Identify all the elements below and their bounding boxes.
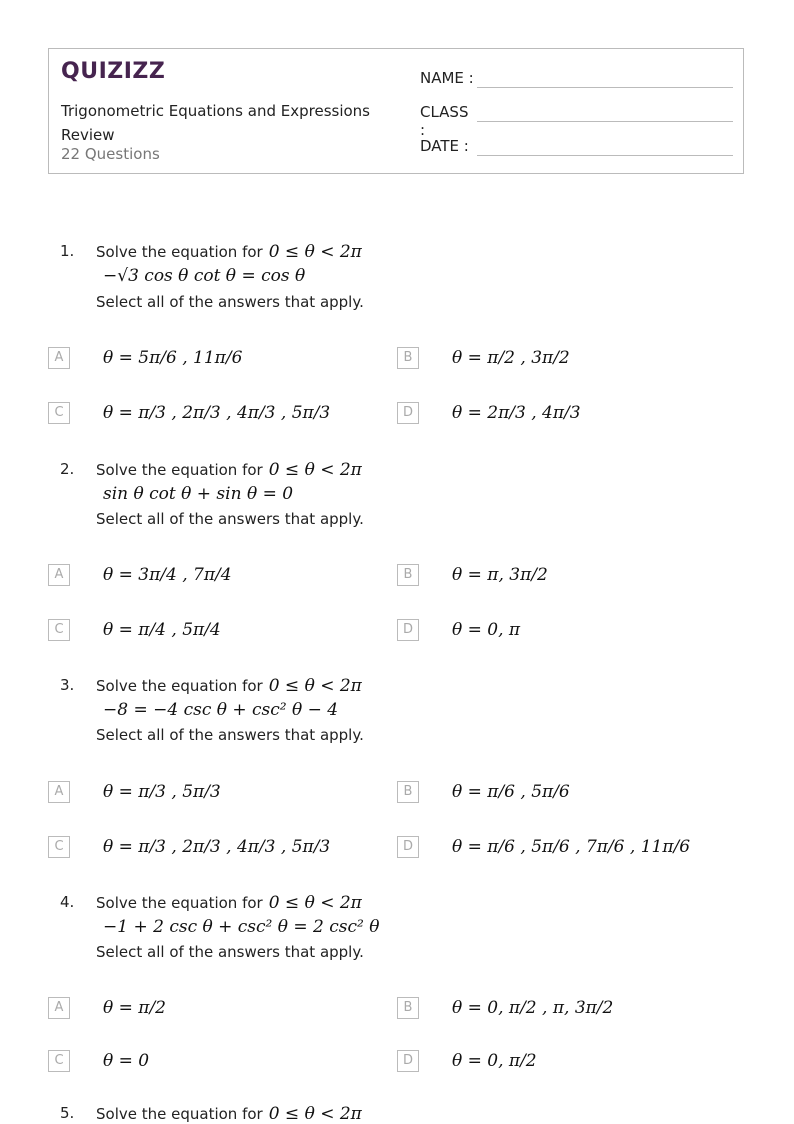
name-line xyxy=(477,87,733,88)
question-equation: sin θ cot θ + sin θ = 0 xyxy=(103,484,294,504)
option-text[interactable]: θ = π/4 , 5π/4 xyxy=(103,620,221,640)
worksheet-header xyxy=(48,48,744,174)
option-text[interactable]: θ = π/2 , 3π/2 xyxy=(452,348,570,368)
date-line xyxy=(477,155,733,156)
option-box[interactable]: A xyxy=(48,781,70,803)
option-box[interactable]: C xyxy=(48,619,70,641)
worksheet-title: Trigonometric Equations and Expressions Review xyxy=(61,102,370,144)
option-box[interactable]: A xyxy=(48,997,70,1019)
option-text[interactable]: θ = 0, π/2 , π, 3π/2 xyxy=(452,998,614,1018)
question-note: Select all of the answers that apply. xyxy=(96,943,364,961)
date-label: DATE : xyxy=(420,137,469,155)
option-text[interactable]: θ = π, 3π/2 xyxy=(452,565,548,585)
question-equation: −√3 cos θ cot θ = cos θ xyxy=(103,266,306,286)
prompt-text: Solve the equation for xyxy=(96,461,263,479)
option-box[interactable]: B xyxy=(397,781,419,803)
question-note: Select all of the answers that apply. xyxy=(96,293,364,311)
question-prompt xyxy=(96,893,362,913)
question-note: Select all of the answers that apply. xyxy=(96,726,364,744)
option-box[interactable]: C xyxy=(48,402,70,424)
interval: 0 ≤ θ < 2π xyxy=(268,460,362,480)
question-number: 2. xyxy=(60,460,75,478)
class-line xyxy=(477,121,733,122)
option-box[interactable]: A xyxy=(48,347,70,369)
question-prompt xyxy=(96,1104,362,1124)
prompt-text: Solve the equation for xyxy=(96,243,263,261)
option-text[interactable]: θ = 5π/6 , 11π/6 xyxy=(103,348,243,368)
date-field[interactable] xyxy=(420,137,476,155)
option-box[interactable]: B xyxy=(397,564,419,586)
option-box[interactable]: A xyxy=(48,564,70,586)
prompt-text: Solve the equation for xyxy=(96,1105,263,1123)
option-box[interactable]: D xyxy=(397,1050,419,1072)
prompt-text: Solve the equation for xyxy=(96,894,263,912)
question-count: 22 Questions xyxy=(61,145,160,163)
question-prompt xyxy=(96,676,362,696)
question-note: Select all of the answers that apply. xyxy=(96,510,364,528)
interval: 0 ≤ θ < 2π xyxy=(268,676,362,696)
class-label: CLASS : xyxy=(420,103,469,139)
option-box[interactable]: D xyxy=(397,836,419,858)
option-text[interactable]: θ = 3π/4 , 7π/4 xyxy=(103,565,232,585)
option-box[interactable]: B xyxy=(397,997,419,1019)
question-prompt xyxy=(96,242,362,262)
name-label: NAME : xyxy=(420,69,474,87)
option-text[interactable]: θ = 0 xyxy=(103,1051,150,1071)
option-text[interactable]: θ = π/3 , 5π/3 xyxy=(103,782,221,802)
option-text[interactable]: θ = 0, π xyxy=(452,620,521,640)
interval: 0 ≤ θ < 2π xyxy=(268,242,362,262)
option-text[interactable]: θ = π/6 , 5π/6 , 7π/6 , 11π/6 xyxy=(452,837,691,857)
option-text[interactable]: θ = π/6 , 5π/6 xyxy=(452,782,570,802)
quizizz-logo: QUIZIZZ xyxy=(61,59,166,84)
option-box[interactable]: D xyxy=(397,402,419,424)
option-text[interactable]: θ = π/3 , 2π/3 , 4π/3 , 5π/3 xyxy=(103,837,331,857)
class-field[interactable] xyxy=(420,103,476,139)
option-box[interactable]: C xyxy=(48,836,70,858)
name-field[interactable] xyxy=(420,69,476,87)
question-number: 4. xyxy=(60,893,75,911)
question-number: 3. xyxy=(60,676,75,694)
option-text[interactable]: θ = 0, π/2 xyxy=(452,1051,537,1071)
option-text[interactable]: θ = 2π/3 , 4π/3 xyxy=(452,403,581,423)
question-prompt xyxy=(96,460,362,480)
question-equation: −8 = −4 csc θ + csc² θ − 4 xyxy=(103,700,339,720)
option-box[interactable]: B xyxy=(397,347,419,369)
option-box[interactable]: C xyxy=(48,1050,70,1072)
option-box[interactable]: D xyxy=(397,619,419,641)
question-number: 1. xyxy=(60,242,75,260)
interval: 0 ≤ θ < 2π xyxy=(268,1104,362,1124)
option-text[interactable]: θ = π/3 , 2π/3 , 4π/3 , 5π/3 xyxy=(103,403,331,423)
question-number: 5. xyxy=(60,1104,75,1122)
prompt-text: Solve the equation for xyxy=(96,677,263,695)
interval: 0 ≤ θ < 2π xyxy=(268,893,362,913)
option-text[interactable]: θ = π/2 xyxy=(103,998,167,1018)
question-equation: −1 + 2 csc θ + csc² θ = 2 csc² θ xyxy=(103,917,380,937)
